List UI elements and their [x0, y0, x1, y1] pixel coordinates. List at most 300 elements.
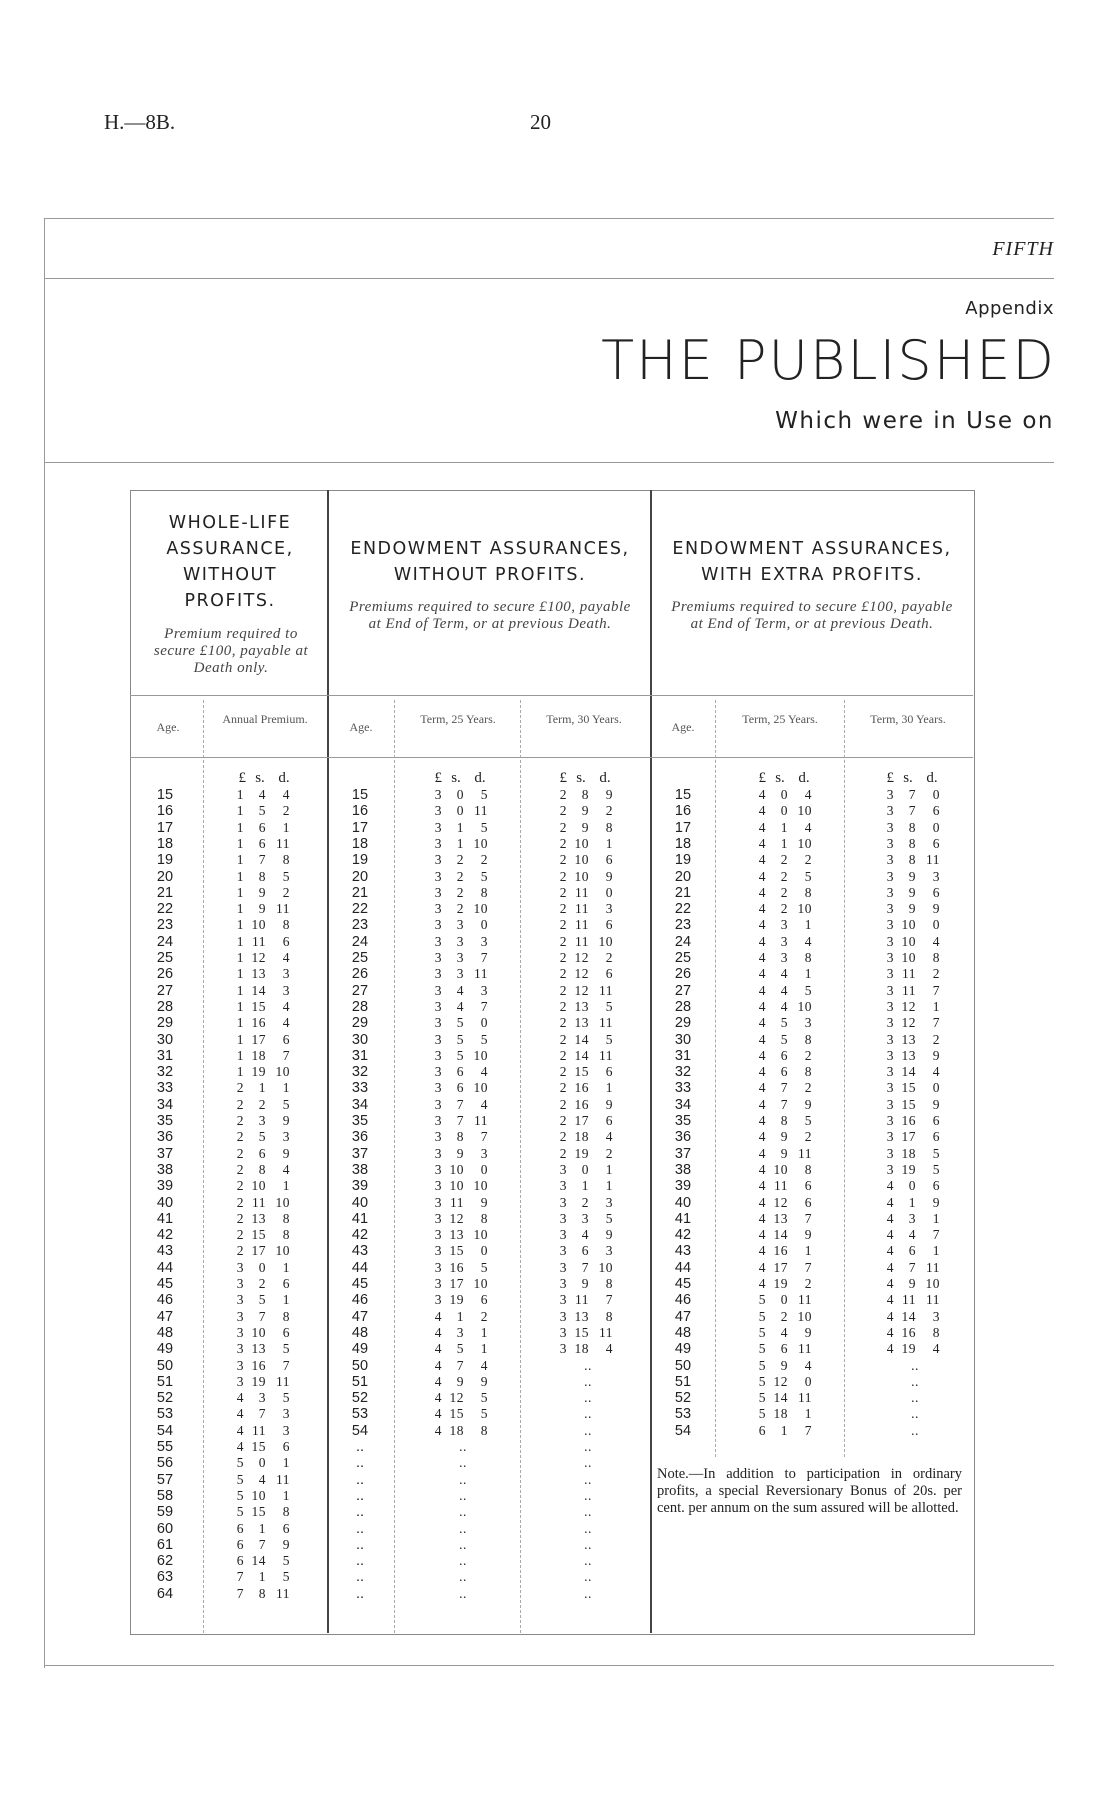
- colhead-age: Age.: [671, 720, 695, 734]
- endow-without-30-pounds: 2: [559, 1145, 567, 1161]
- endow-with-30-pence: 5: [932, 1161, 940, 1177]
- endow-with-25-pounds: 4: [758, 1210, 766, 1226]
- age-cell: 25: [674, 950, 692, 966]
- whole-life-premium-pounds: 1: [236, 819, 244, 835]
- endow-with-25-pence: 0: [804, 1373, 812, 1389]
- col-div: [844, 700, 845, 1457]
- endow-without-30-shillings: 11: [575, 884, 589, 900]
- endow-without-30-shillings: 9: [581, 1276, 589, 1291]
- endow-without-30-pence: 11: [599, 1015, 613, 1031]
- whole-life-premium-shillings: 14: [251, 982, 266, 998]
- age-cell: 46: [674, 1292, 692, 1309]
- endow-without-30-shillings: 10: [574, 868, 589, 884]
- endow-with-25-pence: 8: [804, 884, 812, 900]
- endow-without-30-shillings: 10: [574, 835, 589, 851]
- whole-life-premium-pence: 4: [282, 998, 290, 1014]
- endow-with-25-shillings: 16: [773, 1243, 788, 1259]
- endow-with-25-pounds: 4: [758, 1031, 766, 1047]
- endow-without-25-empty: ..: [459, 1504, 467, 1520]
- endow-with-30-pounds: 4: [886, 1194, 894, 1210]
- age-cell: 43: [351, 1243, 369, 1260]
- endow-with-30-pounds: 4: [886, 1210, 894, 1226]
- age-cell: 18: [156, 835, 174, 852]
- endow-with-25-pounds: 5: [758, 1292, 766, 1308]
- endow-without-25-shillings: 2: [456, 901, 464, 917]
- endow-with-25-pence: 7: [804, 1422, 812, 1438]
- endow-with-30-pounds: 3: [886, 1015, 894, 1031]
- endow-without-30-pence: 6: [605, 1113, 613, 1128]
- whole-life-premium-shillings: 15: [251, 1227, 266, 1243]
- endow-without-30-pence: 3: [605, 901, 613, 917]
- age-cell: 40: [674, 1194, 692, 1211]
- whole-life-premium-shillings: 2: [258, 1096, 266, 1112]
- endow-with-30-pence: 1: [932, 998, 940, 1014]
- endow-with-30-pounds: 4: [886, 1324, 894, 1340]
- endow-without-30-pence: 9: [605, 1227, 613, 1243]
- whole-life-premium-pounds: 1: [236, 1047, 244, 1063]
- age-cell: 30: [351, 1031, 369, 1048]
- whole-life-premium-pounds: 6: [236, 1553, 244, 1569]
- endow-without-30-shillings: 1: [581, 1178, 589, 1194]
- endow-without-25-shillings: 12: [449, 1390, 464, 1406]
- whole-life-premium-pence: 6: [282, 1520, 290, 1536]
- age-cell: 17: [351, 819, 369, 836]
- endow-without-30-shillings: 15: [574, 1324, 589, 1340]
- endow-without-25-empty: ..: [459, 1487, 467, 1503]
- endow-without-25-pence: 10: [473, 1047, 488, 1063]
- endow-with-30-pence: 3: [932, 1308, 940, 1324]
- whole-life-premium-pence: 4: [282, 787, 290, 802]
- endow-with-30-shillings: 11: [902, 982, 916, 998]
- whole-life-premium-pounds: 1: [236, 901, 244, 917]
- whole-life-premium-pounds: 1: [236, 917, 244, 933]
- endow-without-25-pounds: 3: [434, 1259, 442, 1275]
- colhead-term25: Term, 25 Years.: [742, 712, 818, 726]
- endow-without-30-empty: ..: [584, 1422, 592, 1438]
- endow-with-30-shillings: 19: [901, 1341, 916, 1357]
- endow-with-30-pence: 5: [932, 1145, 940, 1161]
- endow-with-30-shillings: 1: [908, 1194, 916, 1210]
- endow-without-30-pounds: 2: [559, 1080, 567, 1096]
- endow-with-25-shillings: 14: [773, 1390, 788, 1406]
- whole-life-premium-shillings: 5: [258, 803, 266, 819]
- endow-without-25-pence: 5: [480, 1406, 488, 1422]
- endow-without-30-shillings: 11: [575, 917, 589, 933]
- colhead-term30: Term, 30 Years.: [870, 712, 946, 726]
- age-cell: 17: [674, 819, 692, 836]
- age-cell: 52: [156, 1390, 174, 1407]
- whole-life-premium-pounds: 1: [236, 803, 244, 819]
- endow-without-30-pounds: 2: [559, 852, 567, 868]
- whole-life-premium-pence: 3: [282, 1129, 290, 1145]
- endow-without-30-empty: ..: [584, 1520, 592, 1536]
- endow-with-30-shillings: 19: [901, 1161, 916, 1177]
- endow-with-25-pounds: 4: [758, 1015, 766, 1031]
- whole-life-premium-shillings: 4: [258, 787, 266, 802]
- endow-without-30-pence: 1: [605, 835, 613, 851]
- endow-with-25-shillings: 2: [780, 1308, 788, 1324]
- whole-life-premium-shillings: 14: [251, 1553, 266, 1569]
- whole-life-premium-pence: 5: [282, 1096, 290, 1112]
- endow-without-25-pence: 9: [480, 1194, 488, 1210]
- endow-without-30-pounds: 2: [559, 982, 567, 998]
- endow-with-30-pounds: 3: [886, 803, 894, 819]
- age-cell: 45: [674, 1276, 692, 1292]
- endow-with-25-pence: 1: [804, 1243, 812, 1259]
- age-cell: 30: [156, 1031, 174, 1048]
- whole-life-premium-pounds: 4: [236, 1422, 244, 1438]
- endow-without-25-pence: 0: [480, 1015, 488, 1031]
- endow-without-25-pence: 3: [480, 933, 488, 949]
- footnote: Note.—In addition to participation in ordinary profits, a special Reversionary Bonus of 20s. per cent. per annum on the sum assured will be allotted.: [657, 1466, 962, 1516]
- endow-without-25-pounds: 3: [434, 868, 442, 884]
- endow-with-30-shillings: 14: [901, 1308, 916, 1324]
- endow-with-25-shillings: 0: [780, 1292, 788, 1308]
- endow-without-25-pence: 5: [480, 1259, 488, 1275]
- endow-with-25-pounds: 5: [758, 1324, 766, 1340]
- endow-without-25-shillings: 15: [449, 1406, 464, 1422]
- whole-life-premium-pence: 10: [275, 1243, 290, 1259]
- endow-without-30-pounds: 2: [559, 901, 567, 917]
- title-line: WITHOUT: [182, 565, 278, 585]
- age-cell: 42: [674, 1227, 692, 1244]
- endow-with-30-pence: 6: [932, 803, 940, 819]
- age-cell: 61: [156, 1536, 174, 1553]
- endow-with-25-pounds: 5: [758, 1357, 766, 1373]
- age-cell: 33: [674, 1080, 692, 1097]
- endow-without-25-pence: 11: [474, 1113, 488, 1128]
- section-title-endow-without: [335, 536, 645, 588]
- age-cell: 31: [674, 1047, 692, 1064]
- endow-without-25-pounds: 3: [434, 1129, 442, 1145]
- endow-with-30-pence: 8: [932, 950, 940, 965]
- endow-without-25-pounds: 3: [434, 884, 442, 900]
- endow-without-25-shillings: 7: [456, 1357, 464, 1373]
- endow-without-25-pounds: 3: [434, 1292, 442, 1308]
- whole-life-premium-pounds: 1: [236, 868, 244, 884]
- endow-with-30-shillings: 9: [908, 868, 916, 884]
- whole-life-premium-shillings: 7: [258, 1406, 266, 1422]
- endow-with-30-shillings: 16: [901, 1324, 916, 1340]
- age-cell: 36: [674, 1129, 692, 1146]
- endow-with-25-pence: 5: [804, 868, 812, 884]
- whole-life-premium-shillings: 12: [251, 950, 266, 965]
- age-cell: 38: [351, 1161, 369, 1178]
- endow-with-30-shillings: 11: [902, 1292, 916, 1308]
- unit-pound-ex25: £: [758, 770, 766, 786]
- endow-without-30-shillings: 16: [574, 1080, 589, 1096]
- colhead-term25: Term, 25 Years.: [420, 712, 496, 726]
- endow-without-25-pounds: 3: [434, 819, 442, 835]
- age-cell: 23: [674, 917, 692, 934]
- whole-life-premium-shillings: 6: [258, 835, 266, 851]
- endow-without-30-empty: ..: [584, 1439, 592, 1454]
- endow-without-30-shillings: 7: [581, 1259, 589, 1275]
- whole-life-premium-pounds: 2: [236, 1096, 244, 1112]
- endow-without-30-pence: 6: [605, 966, 613, 982]
- endow-with-25-shillings: 9: [780, 1357, 788, 1373]
- whole-life-premium-pounds: 2: [236, 1145, 244, 1161]
- endow-with-30-pence: 7: [932, 1227, 940, 1243]
- title-line: WITHOUT PROFITS.: [393, 565, 587, 585]
- endow-with-25-pounds: 4: [758, 998, 766, 1014]
- endow-without-30-shillings: 12: [574, 950, 589, 965]
- endow-without-25-pence: 11: [474, 966, 488, 982]
- endow-without-30-pence: 9: [605, 1096, 613, 1112]
- endow-without-30-empty: ..: [584, 1390, 592, 1406]
- endow-with-25-pounds: 4: [758, 787, 766, 802]
- unit-pence-ew30: d.: [599, 770, 611, 786]
- age-cell: 17: [156, 819, 174, 836]
- endow-with-25-pence: 9: [804, 1227, 812, 1243]
- whole-life-premium-pounds: 1: [236, 1031, 244, 1047]
- whole-life-premium-pence: 9: [282, 1536, 290, 1552]
- whole-life-premium-shillings: 5: [258, 1129, 266, 1145]
- endow-with-25-pence: 1: [804, 1406, 812, 1422]
- endow-without-30-pounds: 2: [559, 1031, 567, 1047]
- whole-life-premium-shillings: 15: [251, 1439, 266, 1454]
- whole-life-premium-pence: 1: [282, 1487, 290, 1503]
- whole-life-premium-pence: 11: [276, 1373, 290, 1389]
- whole-life-premium-pence: 4: [282, 1015, 290, 1031]
- endow-without-25-pounds: 4: [434, 1308, 442, 1324]
- endow-without-25-pence: 10: [473, 1276, 488, 1291]
- whole-life-premium-pence: 6: [282, 933, 290, 949]
- endow-with-25-shillings: 4: [780, 998, 788, 1014]
- heading-appendix: Appendix: [965, 298, 1054, 319]
- endow-with-30-shillings: 10: [901, 917, 916, 933]
- endow-with-25-pence: 2: [804, 1276, 812, 1291]
- endow-with-25-pence: 4: [804, 787, 812, 802]
- endow-without-25-pence: 5: [480, 1031, 488, 1047]
- whole-life-premium-pounds: 3: [236, 1373, 244, 1389]
- endow-without-25-pounds: 3: [434, 852, 442, 868]
- endow-with-25-pounds: 4: [758, 1194, 766, 1210]
- endow-with-25-pence: 1: [804, 917, 812, 933]
- endow-without-25-pence: 0: [480, 1243, 488, 1259]
- whole-life-premium-pence: 2: [282, 803, 290, 819]
- whole-life-premium-shillings: 1: [258, 1080, 266, 1096]
- endow-with-30-pounds: 3: [886, 819, 894, 835]
- section-title-endow-with: [657, 536, 967, 588]
- endow-without-30-pounds: 2: [559, 1113, 567, 1128]
- endow-without-30-pence: 6: [605, 852, 613, 868]
- endow-with-25-pounds: 4: [758, 1064, 766, 1080]
- age-cell: 22: [351, 901, 369, 918]
- endow-with-30-pounds: 3: [886, 852, 894, 868]
- endow-with-25-pounds: 4: [758, 1129, 766, 1145]
- endow-with-25-pounds: 5: [758, 1406, 766, 1422]
- title-line: WHOLE-LIFE: [168, 513, 292, 533]
- age-cell: 48: [156, 1324, 174, 1341]
- endow-with-25-shillings: 4: [780, 982, 788, 998]
- endow-with-30-pounds: 3: [886, 835, 894, 851]
- endow-without-25-pounds: 3: [434, 1080, 442, 1096]
- age-cell: 40: [156, 1194, 174, 1211]
- whole-life-premium-pounds: 4: [236, 1439, 244, 1454]
- endow-with-25-pounds: 4: [758, 835, 766, 851]
- endow-without-25-pounds: 3: [434, 1178, 442, 1194]
- endow-with-25-pence: 10: [797, 901, 812, 917]
- endow-without-25-pounds: 4: [434, 1390, 442, 1406]
- age-cell: 19: [674, 852, 692, 869]
- endow-with-25-pounds: 4: [758, 966, 766, 982]
- endow-with-30-pounds: 4: [886, 1259, 894, 1275]
- whole-life-premium-pounds: 5: [236, 1455, 244, 1471]
- endow-without-30-pence: 8: [605, 819, 613, 835]
- endow-with-30-pounds: 3: [886, 966, 894, 982]
- whole-life-premium-shillings: 16: [251, 1357, 266, 1373]
- age-cell: ..: [355, 1536, 365, 1553]
- whole-life-premium-shillings: 6: [258, 819, 266, 835]
- endow-without-25-pence: 10: [473, 1178, 488, 1194]
- whole-life-premium-pence: 1: [282, 819, 290, 835]
- endow-with-25-pence: 8: [804, 1161, 812, 1177]
- endow-with-30-shillings: 15: [901, 1080, 916, 1096]
- endow-with-25-pence: 11: [798, 1145, 812, 1161]
- endow-with-25-shillings: 9: [780, 1129, 788, 1145]
- age-cell: 54: [674, 1422, 692, 1439]
- whole-life-premium-shillings: 8: [258, 1161, 266, 1177]
- endow-without-30-pence: 5: [605, 998, 613, 1014]
- endow-without-25-pence: 10: [473, 835, 488, 851]
- age-cell: ..: [355, 1585, 365, 1602]
- endow-without-25-shillings: 13: [449, 1227, 464, 1243]
- endow-with-30-pence: 1: [932, 1243, 940, 1259]
- whole-life-premium-pence: 1: [282, 1080, 290, 1096]
- whole-life-premium-pence: 8: [282, 852, 290, 868]
- endow-without-25-pounds: 3: [434, 933, 442, 949]
- endow-without-25-pounds: 3: [434, 901, 442, 917]
- endow-without-30-pounds: 3: [559, 1292, 567, 1308]
- endow-without-30-empty: ..: [584, 1536, 592, 1552]
- endow-without-30-empty: ..: [584, 1471, 592, 1487]
- endow-with-30-pence: 6: [932, 1129, 940, 1145]
- endow-without-25-pounds: 3: [434, 998, 442, 1014]
- age-cell: 21: [156, 884, 174, 901]
- endow-without-25-empty: ..: [459, 1553, 467, 1569]
- endow-without-30-pence: 1: [605, 1080, 613, 1096]
- endow-without-25-pence: 3: [480, 1145, 488, 1161]
- whole-life-premium-pence: 8: [282, 917, 290, 933]
- endow-without-25-shillings: 3: [456, 933, 464, 949]
- colhead-rule: [130, 757, 973, 758]
- whole-life-premium-pence: 1: [282, 1178, 290, 1194]
- colhead-annual: Annual Premium.: [222, 712, 308, 726]
- endow-without-30-pence: 6: [605, 1064, 613, 1080]
- title-line: PROFITS.: [184, 591, 276, 611]
- age-cell: 23: [156, 917, 174, 934]
- endow-with-30-pence: 4: [932, 933, 940, 949]
- section-note-whole-life: Premium required to secure £100, payable at Death only.: [153, 626, 309, 676]
- endow-with-25-shillings: 6: [780, 1064, 788, 1080]
- endow-with-30-pounds: 4: [886, 1308, 894, 1324]
- whole-life-premium-pounds: 7: [236, 1585, 244, 1601]
- age-cell: 37: [351, 1145, 369, 1162]
- age-cell: 34: [674, 1096, 692, 1113]
- whole-life-premium-pounds: 5: [236, 1487, 244, 1503]
- endow-with-30-shillings: 10: [901, 950, 916, 965]
- endow-without-25-shillings: 6: [456, 1064, 464, 1080]
- whole-life-premium-pence: 8: [282, 1227, 290, 1243]
- endow-with-25-pence: 8: [804, 1064, 812, 1080]
- age-cell: ..: [355, 1471, 365, 1488]
- endow-without-30-shillings: 16: [574, 1096, 589, 1112]
- endow-with-25-shillings: 0: [780, 787, 788, 802]
- endow-with-25-pence: 2: [804, 1129, 812, 1145]
- whole-life-premium-shillings: 10: [251, 1324, 266, 1340]
- endow-without-25-shillings: 6: [456, 1080, 464, 1096]
- endow-without-25-shillings: 16: [449, 1259, 464, 1275]
- endow-with-30-shillings: 13: [901, 1047, 916, 1063]
- endow-with-25-shillings: 7: [780, 1080, 788, 1096]
- endow-with-25-pounds: 4: [758, 1145, 766, 1161]
- age-cell: 28: [351, 998, 369, 1015]
- endow-with-25-shillings: 14: [773, 1227, 788, 1243]
- age-cell: 27: [351, 982, 369, 999]
- endow-without-25-pounds: 3: [434, 982, 442, 998]
- age-cell: ..: [355, 1439, 365, 1455]
- endow-with-25-pence: 10: [797, 803, 812, 819]
- age-cell: 48: [674, 1324, 692, 1341]
- endow-with-25-pence: 10: [797, 998, 812, 1014]
- age-cell: 63: [156, 1569, 174, 1586]
- endow-without-25-pence: 6: [480, 1292, 488, 1308]
- endow-without-30-shillings: 12: [574, 982, 589, 998]
- age-cell: 21: [674, 884, 692, 901]
- unit-pence-ex30: d.: [926, 770, 938, 786]
- endow-with-25-shillings: 5: [780, 1015, 788, 1031]
- endow-with-25-pence: 5: [804, 982, 812, 998]
- endow-without-25-pounds: 3: [434, 1227, 442, 1243]
- age-cell: 54: [156, 1422, 174, 1439]
- age-cell: 18: [351, 835, 369, 852]
- age-cell: 20: [674, 868, 692, 885]
- whole-life-premium-pence: 1: [282, 1455, 290, 1471]
- endow-with-25-pounds: 4: [758, 1259, 766, 1275]
- endow-without-30-pounds: 2: [559, 819, 567, 835]
- endow-without-30-pounds: 3: [559, 1161, 567, 1177]
- endow-without-25-pence: 1: [480, 1324, 488, 1340]
- age-cell: 25: [351, 950, 369, 966]
- endow-without-30-shillings: 14: [574, 1031, 589, 1047]
- endow-without-30-shillings: 13: [574, 998, 589, 1014]
- endow-without-25-pounds: 4: [434, 1406, 442, 1422]
- endow-without-25-pence: 5: [480, 787, 488, 802]
- endow-with-30-shillings: 3: [908, 1210, 916, 1226]
- whole-life-premium-pounds: 2: [236, 1113, 244, 1128]
- whole-life-premium-pounds: 3: [236, 1357, 244, 1373]
- endow-with-30-shillings: 7: [908, 787, 916, 802]
- whole-life-premium-pounds: 7: [236, 1569, 244, 1585]
- age-cell: 44: [674, 1259, 692, 1276]
- age-cell: 39: [674, 1178, 692, 1195]
- endow-with-25-shillings: 11: [774, 1178, 788, 1194]
- whole-life-premium-pence: 6: [282, 1276, 290, 1291]
- whole-life-premium-shillings: 17: [251, 1031, 266, 1047]
- whole-life-premium-shillings: 0: [258, 1259, 266, 1275]
- age-cell: 51: [351, 1373, 369, 1390]
- age-cell: 50: [156, 1357, 174, 1374]
- endow-without-30-pounds: 2: [559, 998, 567, 1014]
- endow-without-30-pounds: 2: [559, 1064, 567, 1080]
- endow-with-25-shillings: 6: [780, 1047, 788, 1063]
- endow-with-25-pence: 7: [804, 1210, 812, 1226]
- endow-with-30-empty: ..: [911, 1406, 919, 1422]
- whole-life-premium-shillings: 3: [258, 1113, 266, 1128]
- endow-without-25-empty: ..: [459, 1439, 467, 1454]
- endow-without-25-pounds: 3: [434, 1031, 442, 1047]
